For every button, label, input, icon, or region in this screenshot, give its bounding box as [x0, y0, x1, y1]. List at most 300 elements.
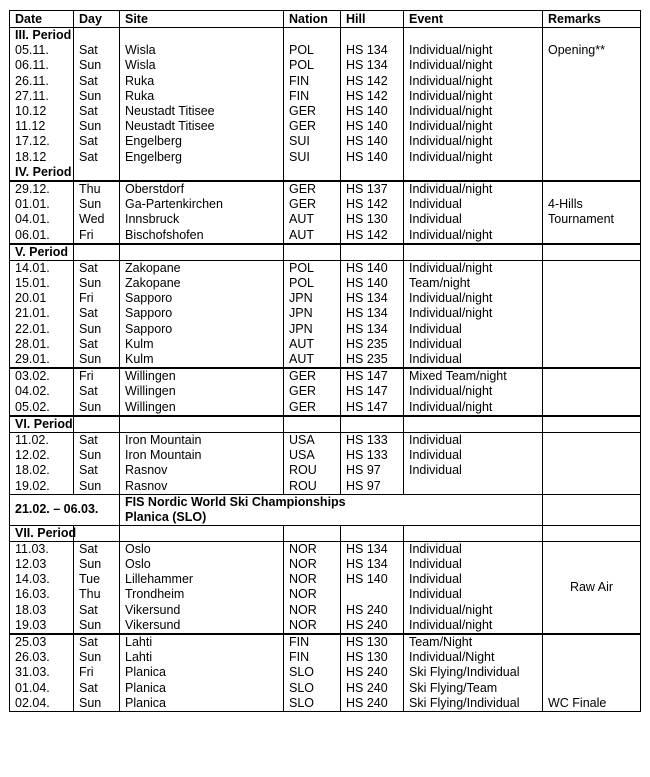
- site-cell: Lahti: [120, 634, 284, 650]
- event-cell: Individual: [404, 557, 543, 572]
- nation-cell: GER: [284, 181, 341, 197]
- empty-cell: [341, 525, 404, 541]
- table-row: [10, 74, 641, 89]
- hill-cell: HS 240: [341, 665, 404, 680]
- event-cell: Ski Flying/Individual: [404, 696, 543, 712]
- day-cell: Sat: [74, 104, 120, 119]
- day-cell: Sat: [74, 432, 120, 448]
- hill-cell: HS 140: [341, 150, 404, 165]
- remarks-cell: [543, 322, 641, 337]
- table-row: [10, 368, 641, 384]
- day-cell: Sat: [74, 260, 120, 276]
- table-row: [10, 58, 641, 73]
- nation-cell: GER: [284, 197, 341, 212]
- day-cell: Sun: [74, 478, 120, 494]
- day-cell: Sat: [74, 74, 120, 89]
- date-cell: 12.03: [10, 557, 74, 572]
- date-cell: 12.02.: [10, 448, 74, 463]
- empty-cell: [120, 525, 284, 541]
- site-cell: Vikersund: [120, 603, 284, 618]
- nation-cell: SLO: [284, 665, 341, 680]
- empty-cell: [74, 525, 120, 541]
- remarks-cell: [543, 478, 641, 494]
- hill-cell: HS 134: [341, 541, 404, 557]
- nation-cell: GER: [284, 400, 341, 416]
- site-cell: Innsbruck: [120, 212, 284, 227]
- site-cell: Iron Mountain: [120, 448, 284, 463]
- period-label: V. Period: [10, 244, 74, 261]
- nation-cell: SLO: [284, 696, 341, 712]
- date-cell: 31.03.: [10, 665, 74, 680]
- period-row: [10, 416, 641, 433]
- table-row: [10, 696, 641, 712]
- event-cell: Individual/night: [404, 291, 543, 306]
- remarks-cell: [543, 181, 641, 197]
- remarks-cell: [543, 634, 641, 650]
- nation-cell: GER: [284, 368, 341, 384]
- site-cell: Engelberg: [120, 134, 284, 149]
- table-row: [10, 448, 641, 463]
- event-cell: Individual: [404, 212, 543, 227]
- day-cell: Sun: [74, 58, 120, 73]
- table-row: [10, 572, 641, 587]
- site-cell: Rasnov: [120, 463, 284, 478]
- event-cell: Individual: [404, 197, 543, 212]
- remarks-cell: [543, 541, 641, 557]
- site-cell: Sapporo: [120, 306, 284, 321]
- hill-cell: HS 130: [341, 212, 404, 227]
- day-cell: Sun: [74, 400, 120, 416]
- nation-cell: SLO: [284, 681, 341, 696]
- date-cell: 14.03.: [10, 572, 74, 587]
- event-cell: Individual: [404, 572, 543, 587]
- hill-cell: HS 142: [341, 74, 404, 89]
- empty-cell: [543, 416, 641, 433]
- period-row: [10, 28, 641, 44]
- nation-cell: FIN: [284, 634, 341, 650]
- empty-cell: [543, 165, 641, 181]
- event-cell: [404, 478, 543, 494]
- table-row: [10, 322, 641, 337]
- site-cell: Vikersund: [120, 618, 284, 634]
- empty-cell: [284, 28, 341, 44]
- day-cell: Sun: [74, 696, 120, 712]
- table-row: [10, 89, 641, 104]
- hill-cell: HS 240: [341, 603, 404, 618]
- nation-cell: AUT: [284, 227, 341, 243]
- hill-cell: HS 240: [341, 681, 404, 696]
- event-cell: Ski Flying/Individual: [404, 665, 543, 680]
- event-cell: Individual/night: [404, 89, 543, 104]
- table-row: [10, 337, 641, 352]
- nation-cell: AUT: [284, 212, 341, 227]
- remarks-cell: [543, 603, 641, 618]
- date-cell: 10.12: [10, 104, 74, 119]
- site-cell: Kulm: [120, 352, 284, 368]
- remarks-cell: [543, 432, 641, 448]
- table-row: [10, 665, 641, 680]
- site-cell: Ruka: [120, 89, 284, 104]
- nation-cell: GER: [284, 104, 341, 119]
- hill-cell: HS 240: [341, 696, 404, 712]
- remarks-cell: [543, 448, 641, 463]
- nation-cell: POL: [284, 260, 341, 276]
- hill-cell: HS 133: [341, 432, 404, 448]
- period-label: IV. Period: [10, 165, 74, 181]
- day-cell: Sat: [74, 681, 120, 696]
- site-cell: Willingen: [120, 384, 284, 399]
- event-cell: Individual/night: [404, 150, 543, 165]
- site-cell: Wisla: [120, 43, 284, 58]
- nation-cell: NOR: [284, 618, 341, 634]
- event-cell: Individual: [404, 322, 543, 337]
- date-cell: 11.02.: [10, 432, 74, 448]
- site-cell: Sapporo: [120, 291, 284, 306]
- nation-cell: NOR: [284, 557, 341, 572]
- empty-cell: [341, 416, 404, 433]
- championship-line1: FIS Nordic World Ski Championships: [125, 494, 346, 509]
- hill-cell: HS 142: [341, 197, 404, 212]
- date-cell: 21.02. – 06.03.: [10, 494, 120, 525]
- hill-cell: HS 235: [341, 352, 404, 368]
- empty-cell: [74, 244, 120, 261]
- nation-cell: POL: [284, 58, 341, 73]
- remarks-cell: [543, 134, 641, 149]
- date-cell: 28.01.: [10, 337, 74, 352]
- nation-cell: GER: [284, 119, 341, 134]
- empty-cell: [120, 416, 284, 433]
- hill-cell: HS 134: [341, 58, 404, 73]
- table-row: [10, 306, 641, 321]
- day-cell: Sun: [74, 89, 120, 104]
- date-cell: 05.11.: [10, 43, 74, 58]
- site-cell: Oberstdorf: [120, 181, 284, 197]
- day-cell: Sun: [74, 618, 120, 634]
- day-cell: Sun: [74, 352, 120, 368]
- table-row: [10, 291, 641, 306]
- empty-cell: [543, 244, 641, 261]
- remarks-cell: [543, 352, 641, 368]
- event-cell: Individual: [404, 448, 543, 463]
- site-cell: Wisla: [120, 58, 284, 73]
- date-cell: 02.04.: [10, 696, 74, 712]
- nation-cell: NOR: [284, 587, 341, 602]
- header-event: Event: [404, 11, 543, 28]
- hill-cell: HS 134: [341, 557, 404, 572]
- site-cell: Ga-Partenkirchen: [120, 197, 284, 212]
- hill-cell: HS 134: [341, 43, 404, 58]
- empty-cell: [284, 525, 341, 541]
- empty-cell: [404, 525, 543, 541]
- date-cell: 01.04.: [10, 681, 74, 696]
- day-cell: Thu: [74, 587, 120, 602]
- site-cell: Rasnov: [120, 478, 284, 494]
- hill-cell: HS 134: [341, 322, 404, 337]
- remarks-cell: [543, 89, 641, 104]
- hill-cell: HS 147: [341, 400, 404, 416]
- site-cell: Neustadt Titisee: [120, 104, 284, 119]
- hill-cell: HS 140: [341, 276, 404, 291]
- table-row: [10, 260, 641, 276]
- table-row: [10, 478, 641, 494]
- table-row: [10, 181, 641, 197]
- nation-cell: SUI: [284, 150, 341, 165]
- day-cell: Sat: [74, 634, 120, 650]
- date-cell: 27.11.: [10, 89, 74, 104]
- nation-cell: USA: [284, 432, 341, 448]
- day-cell: Sun: [74, 650, 120, 665]
- day-cell: Sat: [74, 150, 120, 165]
- event-cell: Individual/night: [404, 58, 543, 73]
- site-cell: Planica: [120, 665, 284, 680]
- nation-cell: JPN: [284, 291, 341, 306]
- date-cell: 18.03: [10, 603, 74, 618]
- table-row: [10, 400, 641, 416]
- date-cell: 29.12.: [10, 181, 74, 197]
- site-cell: Zakopane: [120, 276, 284, 291]
- hill-cell: HS 140: [341, 119, 404, 134]
- empty-cell: [284, 416, 341, 433]
- date-cell: 21.01.: [10, 306, 74, 321]
- empty-cell: [74, 416, 120, 433]
- hill-cell: HS 147: [341, 384, 404, 399]
- table-row: [10, 276, 641, 291]
- empty-cell: [341, 28, 404, 44]
- table-row: [10, 650, 641, 665]
- date-cell: 25.03: [10, 634, 74, 650]
- period-row: [10, 525, 641, 541]
- table-row: [10, 212, 641, 227]
- date-cell: 29.01.: [10, 352, 74, 368]
- remarks-cell: [543, 291, 641, 306]
- empty-cell: [404, 28, 543, 44]
- date-cell: 06.01.: [10, 227, 74, 243]
- empty-cell: [543, 494, 641, 525]
- nation-cell: FIN: [284, 650, 341, 665]
- hill-cell: HS 140: [341, 104, 404, 119]
- hill-cell: HS 134: [341, 306, 404, 321]
- date-cell: 11.12: [10, 119, 74, 134]
- hill-cell: HS 97: [341, 463, 404, 478]
- date-cell: 26.03.: [10, 650, 74, 665]
- hill-cell: HS 130: [341, 650, 404, 665]
- remarks-cell: [543, 368, 641, 384]
- hill-cell: HS 140: [341, 260, 404, 276]
- date-cell: 16.03.: [10, 587, 74, 602]
- event-cell: Individual/night: [404, 384, 543, 399]
- nation-cell: FIN: [284, 74, 341, 89]
- site-cell: Oslo: [120, 541, 284, 557]
- empty-cell: [120, 165, 284, 181]
- header-remarks: Remarks: [543, 11, 641, 28]
- period-label: III. Period: [10, 28, 74, 44]
- championship-line2: Planica (SLO): [125, 509, 207, 524]
- calendar-document: [9, 10, 640, 712]
- table-row: [10, 384, 641, 399]
- date-cell: 04.02.: [10, 384, 74, 399]
- table-row: [10, 134, 641, 149]
- day-cell: Fri: [74, 368, 120, 384]
- remarks-cell: [543, 227, 641, 243]
- remarks-cell: [543, 276, 641, 291]
- day-cell: Fri: [74, 291, 120, 306]
- event-cell: Ski Flying/Team: [404, 681, 543, 696]
- nation-cell: USA: [284, 448, 341, 463]
- date-cell: 19.03: [10, 618, 74, 634]
- remarks-cell: [543, 463, 641, 478]
- date-cell: 04.01.: [10, 212, 74, 227]
- event-cell: Individual/night: [404, 260, 543, 276]
- header-hill: Hill: [341, 11, 404, 28]
- site-cell: Engelberg: [120, 150, 284, 165]
- hill-cell: HS 147: [341, 368, 404, 384]
- empty-cell: [120, 244, 284, 261]
- site-cell: Neustadt Titisee: [120, 119, 284, 134]
- empty-cell: [284, 244, 341, 261]
- table-row: [10, 634, 641, 650]
- nation-cell: AUT: [284, 352, 341, 368]
- hill-cell: [341, 587, 404, 602]
- remarks-cell: [543, 384, 641, 399]
- event-cell: Individual/night: [404, 104, 543, 119]
- event-cell: Individual: [404, 541, 543, 557]
- site-cell: Planica: [120, 681, 284, 696]
- championship-title: [120, 494, 543, 525]
- event-cell: Individual/night: [404, 306, 543, 321]
- remarks-cell: [543, 557, 641, 572]
- period-label: VI. Period: [10, 416, 74, 433]
- day-cell: Thu: [74, 181, 120, 197]
- schedule-body: [10, 28, 641, 712]
- date-cell: 22.01.: [10, 322, 74, 337]
- date-cell: 26.11.: [10, 74, 74, 89]
- date-cell: 14.01.: [10, 260, 74, 276]
- table-row: [10, 119, 641, 134]
- empty-cell: [341, 165, 404, 181]
- empty-cell: [284, 165, 341, 181]
- site-cell: Oslo: [120, 557, 284, 572]
- remarks-cell: [543, 74, 641, 89]
- nation-cell: FIN: [284, 89, 341, 104]
- day-cell: Sat: [74, 384, 120, 399]
- header-nation: Nation: [284, 11, 341, 28]
- remarks-cell: WC Finale: [543, 696, 641, 712]
- date-cell: 01.01.: [10, 197, 74, 212]
- day-cell: Wed: [74, 212, 120, 227]
- event-cell: Team/night: [404, 276, 543, 291]
- remarks-cell: 4-Hills: [543, 197, 641, 212]
- day-cell: Sat: [74, 541, 120, 557]
- day-cell: Sat: [74, 43, 120, 58]
- event-cell: Individual: [404, 463, 543, 478]
- day-cell: Sun: [74, 197, 120, 212]
- header-site: Site: [120, 11, 284, 28]
- table-row: [10, 432, 641, 448]
- site-cell: Willingen: [120, 368, 284, 384]
- remarks-cell: [543, 260, 641, 276]
- empty-cell: [543, 28, 641, 44]
- day-cell: Sat: [74, 306, 120, 321]
- site-cell: Trondheim: [120, 587, 284, 602]
- header-date: Date: [10, 11, 74, 28]
- remarks-cell: [543, 681, 641, 696]
- remarks-cell: [543, 306, 641, 321]
- remarks-cell: [543, 337, 641, 352]
- remarks-cell: [543, 618, 641, 634]
- event-cell: Individual/night: [404, 603, 543, 618]
- date-cell: 20.01: [10, 291, 74, 306]
- nation-cell: GER: [284, 384, 341, 399]
- remarks-cell: [543, 58, 641, 73]
- day-cell: Sat: [74, 603, 120, 618]
- nation-cell: SUI: [284, 134, 341, 149]
- empty-cell: [404, 416, 543, 433]
- event-cell: Individual: [404, 337, 543, 352]
- table-row: [10, 618, 641, 634]
- date-cell: 17.12.: [10, 134, 74, 149]
- date-cell: 11.03.: [10, 541, 74, 557]
- header-row: [10, 11, 641, 28]
- header-day: Day: [74, 11, 120, 28]
- nation-cell: POL: [284, 276, 341, 291]
- table-row: [10, 43, 641, 58]
- site-cell: Lahti: [120, 650, 284, 665]
- date-cell: 06.11.: [10, 58, 74, 73]
- hill-cell: HS 130: [341, 634, 404, 650]
- table-row: [10, 150, 641, 165]
- remarks-cell: [543, 150, 641, 165]
- nation-cell: POL: [284, 43, 341, 58]
- table-row: [10, 227, 641, 243]
- date-cell: 05.02.: [10, 400, 74, 416]
- hill-cell: HS 137: [341, 181, 404, 197]
- table-row: [10, 197, 641, 212]
- period-label: VII. Period: [10, 525, 74, 541]
- nation-cell: JPN: [284, 306, 341, 321]
- nation-cell: ROU: [284, 478, 341, 494]
- remarks-cell: [543, 665, 641, 680]
- remarks-cell: Raw Air: [543, 572, 641, 602]
- site-cell: Willingen: [120, 400, 284, 416]
- site-cell: Planica: [120, 696, 284, 712]
- event-cell: Individual/night: [404, 134, 543, 149]
- empty-cell: [120, 28, 284, 44]
- remarks-cell: [543, 119, 641, 134]
- empty-cell: [543, 525, 641, 541]
- period-row: [10, 244, 641, 261]
- event-cell: Individual: [404, 587, 543, 602]
- nation-cell: JPN: [284, 322, 341, 337]
- event-cell: Individual: [404, 352, 543, 368]
- hill-cell: HS 142: [341, 227, 404, 243]
- table-row: [10, 541, 641, 557]
- day-cell: Sat: [74, 337, 120, 352]
- empty-cell: [74, 28, 120, 44]
- hill-cell: HS 235: [341, 337, 404, 352]
- empty-cell: [404, 165, 543, 181]
- site-cell: Sapporo: [120, 322, 284, 337]
- event-cell: Mixed Team/night: [404, 368, 543, 384]
- remarks-cell: [543, 400, 641, 416]
- nation-cell: NOR: [284, 572, 341, 587]
- remarks-cell: Opening**: [543, 43, 641, 58]
- date-cell: 18.12: [10, 150, 74, 165]
- site-cell: Kulm: [120, 337, 284, 352]
- site-cell: Lillehammer: [120, 572, 284, 587]
- hill-cell: HS 140: [341, 572, 404, 587]
- site-cell: Ruka: [120, 74, 284, 89]
- nation-cell: NOR: [284, 541, 341, 557]
